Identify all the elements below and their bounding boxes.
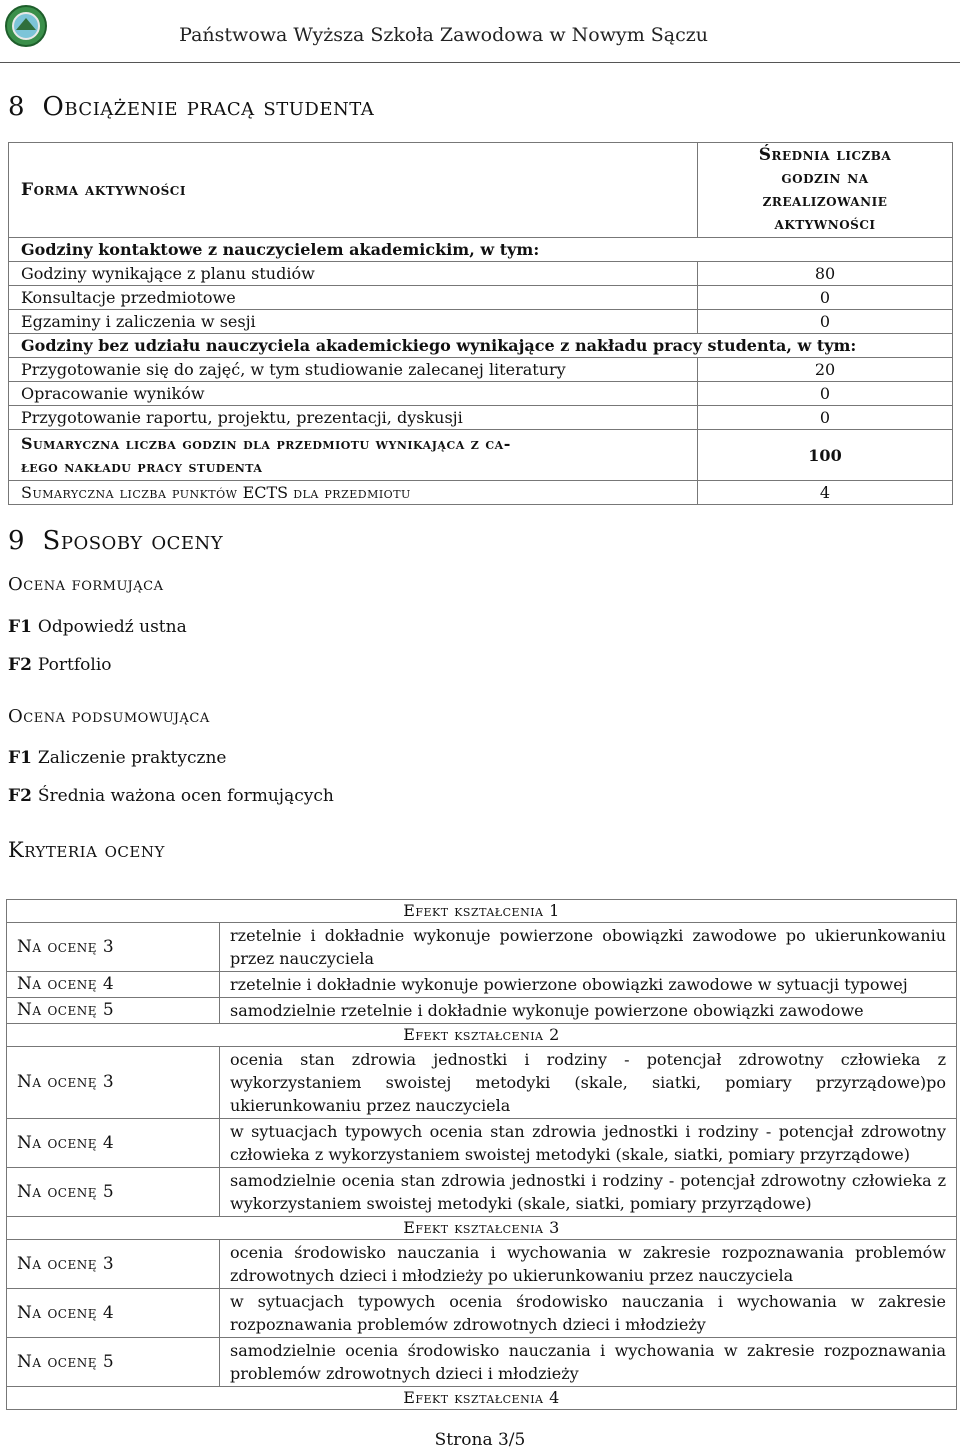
header-institution: Państwowa Wyższa Szkoła Zawodowa w Nowym Sączu: [179, 24, 708, 46]
criteria-row: [7, 1047, 957, 1119]
item-code: F2: [8, 655, 32, 675]
summative-item: [8, 786, 334, 806]
criteria-row: [7, 923, 957, 972]
effect-title: Efekt kształcenia 1: [7, 900, 957, 923]
criteria-row: [7, 1240, 957, 1289]
criteria-text: w sytuacjach typowych ocenia środowisko nauczania i wychowania w zakresie rozpoznawania problemów zdrowotnych dzieci i młodzieży: [220, 1289, 957, 1338]
effect-title: Efekt kształcenia 2: [7, 1024, 957, 1047]
workload-row-value: 0: [698, 310, 953, 334]
item-text: Zaliczenie praktyczne: [37, 748, 227, 768]
sum-hours-label-line: łego nakładu pracy studenta: [21, 457, 263, 476]
col-hours-header: [698, 143, 953, 238]
criteria-row: [7, 998, 957, 1024]
workload-row: [9, 382, 953, 406]
grade-label: Na ocenę 3: [7, 1240, 220, 1289]
col-hours-line: aktywności: [774, 214, 876, 234]
section-8-heading: [8, 92, 374, 122]
ects-label: [9, 481, 698, 505]
effect-header-row: [7, 900, 957, 923]
criteria-text: samodzielnie ocenia środowisko nauczania i wychowania w zakresie rozpoznawania problemów zdrowotnych dzieci i młodzieży: [220, 1338, 957, 1387]
item-code: F1: [8, 617, 32, 637]
effect-header-row: [7, 1024, 957, 1047]
item-text: Odpowiedź ustna: [37, 617, 187, 637]
workload-row-label: Konsultacje przedmiotowe: [9, 286, 698, 310]
criteria-text: ocenia stan zdrowia jednostki i rodziny - potencjał zdrowotny człowieka z wykorzystaniem swoistej metodyki (skale, siatki, pomiary przyrządowe)po ukierunkowaniu przez nauczyciela: [220, 1047, 957, 1119]
sum-hours-row: [9, 430, 953, 481]
grade-label: Na ocenę 5: [7, 1338, 220, 1387]
section-title: Sposoby oceny: [42, 526, 224, 556]
workload-row-label: Godziny bez udziału nauczyciela akademickiego wynikające z nakładu pracy studenta, w tym:: [9, 334, 953, 358]
formative-heading: Ocena formująca: [8, 574, 164, 595]
university-logo: [4, 4, 48, 48]
section-number: 8: [8, 92, 25, 122]
ects-row: [9, 481, 953, 505]
sum-hours-label: [9, 430, 698, 481]
workload-row-value: 0: [698, 286, 953, 310]
grade-label: Na ocenę 3: [7, 923, 220, 972]
grade-label: Na ocenę 5: [7, 998, 220, 1024]
criteria-row: [7, 1119, 957, 1168]
formative-item: [8, 655, 111, 675]
col-hours-line: Średnia liczba: [758, 145, 892, 165]
workload-row-value: 80: [698, 262, 953, 286]
criteria-text: w sytuacjach typowych ocenia stan zdrowia jednostki i rodziny - potencjał zdrowotny człowieka z wykorzystaniem swoistej metodyki (skale, siatki, pomiary przyrządowe): [220, 1119, 957, 1168]
criteria-text: ocenia środowisko nauczania i wychowania w zakresie rozpoznawania problemów zdrowotnych dzieci i młodzieży po ukierunkowaniu przez nauczyciela: [220, 1240, 957, 1289]
workload-row-value: 0: [698, 382, 953, 406]
criteria-text: rzetelnie i dokładnie wykonuje powierzone obowiązki zawodowe po ukierunkowaniu przez nauczyciela: [220, 923, 957, 972]
criteria-row: [7, 972, 957, 998]
summative-item: [8, 748, 226, 768]
header-rule: [0, 62, 960, 63]
workload-row-label: Opracowanie wyników: [9, 382, 698, 406]
workload-row: [9, 406, 953, 430]
workload-table: [8, 142, 953, 505]
item-code: F2: [8, 786, 32, 806]
sum-hours-label-line: Sumaryczna liczba godzin dla przedmiotu wynikająca z ca-: [21, 434, 511, 453]
page-number: Strona 3/5: [434, 1430, 526, 1450]
item-text: Średnia ważona ocen formujących: [37, 786, 334, 806]
workload-row-value: 0: [698, 406, 953, 430]
section-title: Obciążenie pracą studenta: [42, 92, 375, 122]
grade-label: Na ocenę 3: [7, 1047, 220, 1119]
criteria-row: [7, 1338, 957, 1387]
workload-row: [9, 262, 953, 286]
grade-label: Na ocenę 4: [7, 1289, 220, 1338]
workload-row-label: Przygotowanie się do zajęć, w tym studiowanie zalecanej literatury: [9, 358, 698, 382]
criteria-row: [7, 1168, 957, 1217]
summative-heading: Ocena podsumowująca: [8, 706, 210, 727]
effect-header-row: [7, 1217, 957, 1240]
effect-title: Efekt kształcenia 4: [7, 1387, 957, 1410]
workload-row: [9, 334, 953, 358]
grade-label: Na ocenę 5: [7, 1168, 220, 1217]
item-text: Portfolio: [37, 655, 112, 675]
workload-row: [9, 310, 953, 334]
criteria-table: [6, 899, 957, 1410]
col-hours-line: godzin na: [781, 168, 869, 188]
criteria-text: rzetelnie i dokładnie wykonuje powierzone obowiązki zawodowe w sytuacji typowej: [220, 972, 957, 998]
workload-row-label: Przygotowanie raportu, projektu, prezentacji, dyskusji: [9, 406, 698, 430]
effect-title: Efekt kształcenia 3: [7, 1217, 957, 1240]
workload-row: [9, 286, 953, 310]
grade-label: Na ocenę 4: [7, 1119, 220, 1168]
workload-row-label: Egzaminy i zaliczenia w sesji: [9, 310, 698, 334]
ects-label-post: dla przedmiotu: [293, 483, 411, 502]
section-number: 9: [8, 526, 25, 556]
criteria-text: samodzielnie rzetelnie i dokładnie wykonuje powierzone obowiązki zawodowe: [220, 998, 957, 1024]
workload-row-value: 20: [698, 358, 953, 382]
criteria-heading: Kryteria oceny: [8, 838, 165, 862]
ects-label-mid: ECTS: [242, 483, 289, 502]
workload-row: [9, 358, 953, 382]
workload-row-label: Godziny kontaktowe z nauczycielem akademickim, w tym:: [9, 238, 953, 262]
criteria-text: samodzielnie ocenia stan zdrowia jednostki i rodziny - potencjał zdrowotny człowieka z wykorzystaniem swoistej metodyki (skale, siatki, pomiary przyrządowe): [220, 1168, 957, 1217]
ects-value: 4: [698, 481, 953, 505]
item-code: F1: [8, 748, 32, 768]
formative-item: [8, 617, 187, 637]
criteria-row: [7, 1289, 957, 1338]
ects-label-pre: Sumaryczna liczba punktów: [21, 483, 238, 502]
effect-header-row: [7, 1387, 957, 1410]
section-9-heading: [8, 526, 223, 556]
workload-row-label: Godziny wynikające z planu studiów: [9, 262, 698, 286]
workload-header-row: [9, 143, 953, 238]
grade-label: Na ocenę 4: [7, 972, 220, 998]
col-form-header: Forma aktywności: [9, 143, 698, 238]
workload-row: [9, 238, 953, 262]
sum-hours-value: 100: [698, 430, 953, 481]
col-hours-line: zrealizowanie: [762, 191, 888, 211]
